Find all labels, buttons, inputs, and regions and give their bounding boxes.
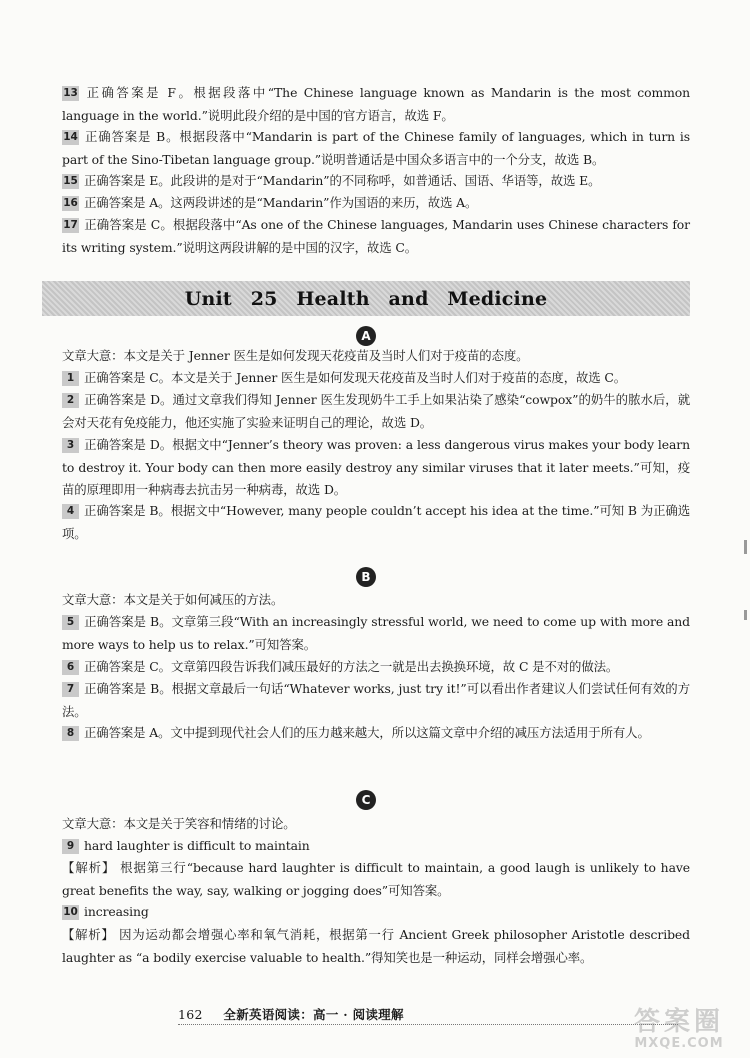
answer-9 — [62, 835, 690, 858]
watermark-logo — [610, 1008, 748, 1056]
page-footer — [178, 1005, 404, 1023]
answer-4 — [62, 500, 690, 545]
answer-text: 正确答案是 E。此段讲的是对于“Mandarin”的不同称呼，如普通话、国语、华语等，故选 E。 — [84, 173, 601, 188]
answer-10 — [62, 901, 690, 924]
watermark-bottom-text: MXQE.COM — [634, 1036, 724, 1051]
answer-7 — [62, 678, 690, 723]
question-number: 3 — [62, 438, 79, 453]
analysis-text: 根据第三行“because hard laughter is difficult to maintain, a good laugh is unlikely to have great benefits the way, say, walking or jogging does”可知答案。 — [62, 860, 690, 898]
answer-17 — [62, 214, 690, 259]
question-number: 13 — [63, 87, 78, 99]
analysis-10 — [62, 924, 690, 969]
answer-text: 正确答案是 B。根据文章最后一句话“Whatever works, just try it!”可以看出作者建议人们尝试任何有效的方法。 — [62, 681, 690, 719]
scan-edge-mark — [744, 610, 747, 620]
answer-text: increasing — [84, 904, 149, 919]
answer-8 — [62, 722, 690, 745]
answer-5 — [62, 611, 690, 656]
question-number: 9 — [62, 839, 79, 854]
analysis-text: 因为运动都会增强心率和氧气消耗，根据第一行 Ancient Greek philosopher Aristotle described laughter as “a bodily exercise valuable to health.”得知笑也是一种运动，同样会增强心率。 — [62, 927, 690, 965]
answer-text: 正确答案是 C。文章第四段告诉我们减压最好的方法之一就是出去换换环境，故 C 是不对的做法。 — [84, 659, 619, 674]
watermark-top-text: 答案圈 — [633, 1007, 724, 1037]
answer-1 — [62, 367, 690, 390]
question-number: 16 — [63, 197, 78, 209]
book-title: 全新英语阅读：高一 · 阅读理解 — [223, 1007, 404, 1022]
section-b-badge: B — [356, 567, 376, 587]
page-number: 162 — [178, 1007, 203, 1022]
footer-divider — [178, 1024, 678, 1025]
question-number: 6 — [62, 660, 79, 675]
answer-text: 正确答案是 B。文章第三段“With an increasingly stressful world, we need to come up with more and more ways to help us to relax.”可知答案。 — [62, 614, 690, 652]
question-number: 5 — [62, 615, 79, 630]
unit-banner — [42, 281, 690, 316]
question-number: 8 — [62, 726, 79, 741]
answer-text: 正确答案是 D。通过文章我们得知 Jenner 医生发现奶牛工手上如果沾染了感染“cowpox”的奶牛的脓水后，就会对天花有免疫能力，他还实施了实验来证明自己的理论，故选 D。 — [62, 392, 690, 430]
question-number: 10 — [63, 906, 78, 918]
answer-6 — [62, 656, 690, 679]
answer-text: 正确答案是 B。根据段落中“Mandarin is part of the Chinese family of languages, which in turn is part of the Sino-Tibetan language group.”说明普通话是中国众多语言中的一个分支，故选 B。 — [62, 129, 690, 167]
question-number: 2 — [62, 393, 79, 408]
answer-text: 正确答案是 A。这两段讲述的是“Mandarin”作为国语的来历，故选 A。 — [84, 195, 478, 210]
question-number: 17 — [63, 219, 78, 231]
question-number: 7 — [62, 682, 79, 697]
answer-text: 正确答案是 F。根据段落中“The Chinese language known as Mandarin is the most common language in the world.”说明此段介绍的是中国的官方语言，故选 F。 — [62, 85, 690, 123]
answer-text: 正确答案是 D。根据文中“Jenner’s theory was proven: a less dangerous virus makes your body learn to destroy it. Your body can then more easily destroy any similar viruses that it later meets.”可知，疫苗的原理即用一种病毒去抗击另一种病毒，故选 D。 — [62, 437, 690, 497]
answer-15 — [62, 170, 690, 193]
answer-16 — [62, 192, 690, 215]
section-c-badge: C — [356, 790, 376, 810]
answer-text: hard laughter is difficult to maintain — [84, 838, 310, 853]
answer-14 — [62, 126, 690, 171]
answer-text: 正确答案是 B。根据文中“However, many people couldn’t accept his idea at the time.”可知 B 为正确选项。 — [62, 503, 690, 541]
question-number: 15 — [63, 175, 78, 187]
answer-text: 正确答案是 C。本文是关于 Jenner 医生是如何发现天花疫苗及当时人们对于疫苗的态度，故选 C。 — [84, 370, 627, 385]
answer-text: 正确答案是 A。文中提到现代社会人们的压力越来越大，所以这篇文章中介绍的减压方法适用于所有人。 — [84, 725, 650, 740]
question-number: 4 — [62, 504, 79, 519]
section-b-summary: 文章大意：本文是关于如何减压的方法。 — [62, 592, 284, 607]
scan-edge-mark — [744, 540, 747, 554]
section-c-summary: 文章大意：本文是关于笑容和情绪的讨论。 — [62, 816, 296, 831]
question-number: 1 — [62, 371, 79, 386]
answer-13 — [62, 82, 690, 127]
analysis-9 — [62, 857, 690, 902]
answer-text: 正确答案是 C。根据段落中“As one of the Chinese languages, Mandarin uses Chinese characters for its writing system.”说明这两段讲解的是中国的汉字，故选 C。 — [62, 217, 690, 255]
section-a-summary: 文章大意：本文是关于 Jenner 医生是如何发现天花疫苗及当时人们对于疫苗的态度。 — [62, 348, 529, 363]
analysis-label: 【解析】 — [62, 860, 116, 875]
question-number: 14 — [63, 131, 78, 143]
analysis-label: 【解析】 — [62, 927, 115, 942]
answer-3 — [62, 434, 690, 502]
section-a-badge: A — [356, 326, 376, 346]
answer-2 — [62, 389, 690, 434]
unit-title: Unit 25 Health and Medicine — [184, 287, 548, 310]
